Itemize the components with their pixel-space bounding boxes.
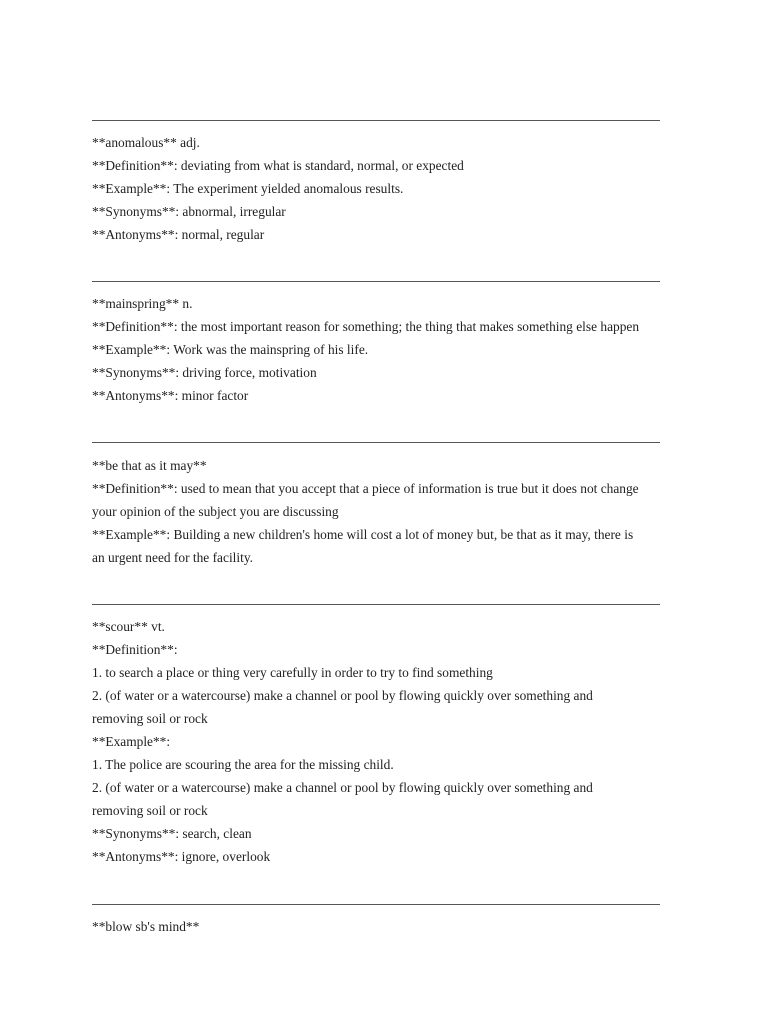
example-continued: an urgent need for the facility. xyxy=(92,550,253,565)
headword: **scour** vt. xyxy=(92,619,165,634)
headword: **anomalous** adj. xyxy=(92,135,200,150)
entry-anomalous xyxy=(92,131,692,246)
definition-item: 1. to search a place or thing very carefully in order to try to find something xyxy=(92,665,493,680)
divider xyxy=(92,120,660,121)
divider xyxy=(92,442,660,443)
example: **Example**: Work was the mainspring of his life. xyxy=(92,342,369,357)
definition-heading: **Definition**: xyxy=(92,642,178,657)
entry-be-that-as-it-may xyxy=(92,454,692,569)
synonyms: **Synonyms**: abnormal, irregular xyxy=(92,204,286,219)
antonyms: **Antonyms**: ignore, overlook xyxy=(92,849,271,864)
antonyms: **Antonyms**: normal, regular xyxy=(92,227,265,242)
divider xyxy=(92,281,660,282)
example-heading: **Example**: xyxy=(92,734,171,749)
synonyms: **Synonyms**: search, clean xyxy=(92,826,252,841)
entry-mainspring xyxy=(92,292,692,407)
entry-scour xyxy=(92,615,692,868)
example-item-continued: removing soil or rock xyxy=(92,803,208,818)
definition-continued: your opinion of the subject you are discussing xyxy=(92,504,339,519)
example: **Example**: Building a new children's home will cost a lot of money but, be that as it may, there is xyxy=(92,527,634,542)
definition: **Definition**: deviating from what is standard, normal, or expected xyxy=(92,158,464,173)
definition-item-continued: removing soil or rock xyxy=(92,711,208,726)
antonyms: **Antonyms**: minor factor xyxy=(92,388,249,403)
definition: **Definition**: the most important reason for something; the thing that makes something else happen xyxy=(92,319,640,334)
example: **Example**: The experiment yielded anomalous results. xyxy=(92,181,404,196)
definition-item: 2. (of water or a watercourse) make a channel or pool by flowing quickly over something and xyxy=(92,688,593,703)
example-item: 1. The police are scouring the area for the missing child. xyxy=(92,757,394,772)
entry-blow-sbs-mind xyxy=(92,915,692,938)
divider xyxy=(92,604,660,605)
example-item: 2. (of water or a watercourse) make a channel or pool by flowing quickly over something and xyxy=(92,780,593,795)
definition: **Definition**: used to mean that you accept that a piece of information is true but it does not change xyxy=(92,481,639,496)
headword: **blow sb's mind** xyxy=(92,919,200,934)
headword: **be that as it may** xyxy=(92,458,207,473)
synonyms: **Synonyms**: driving force, motivation xyxy=(92,365,317,380)
headword: **mainspring** n. xyxy=(92,296,193,311)
divider xyxy=(92,904,660,905)
